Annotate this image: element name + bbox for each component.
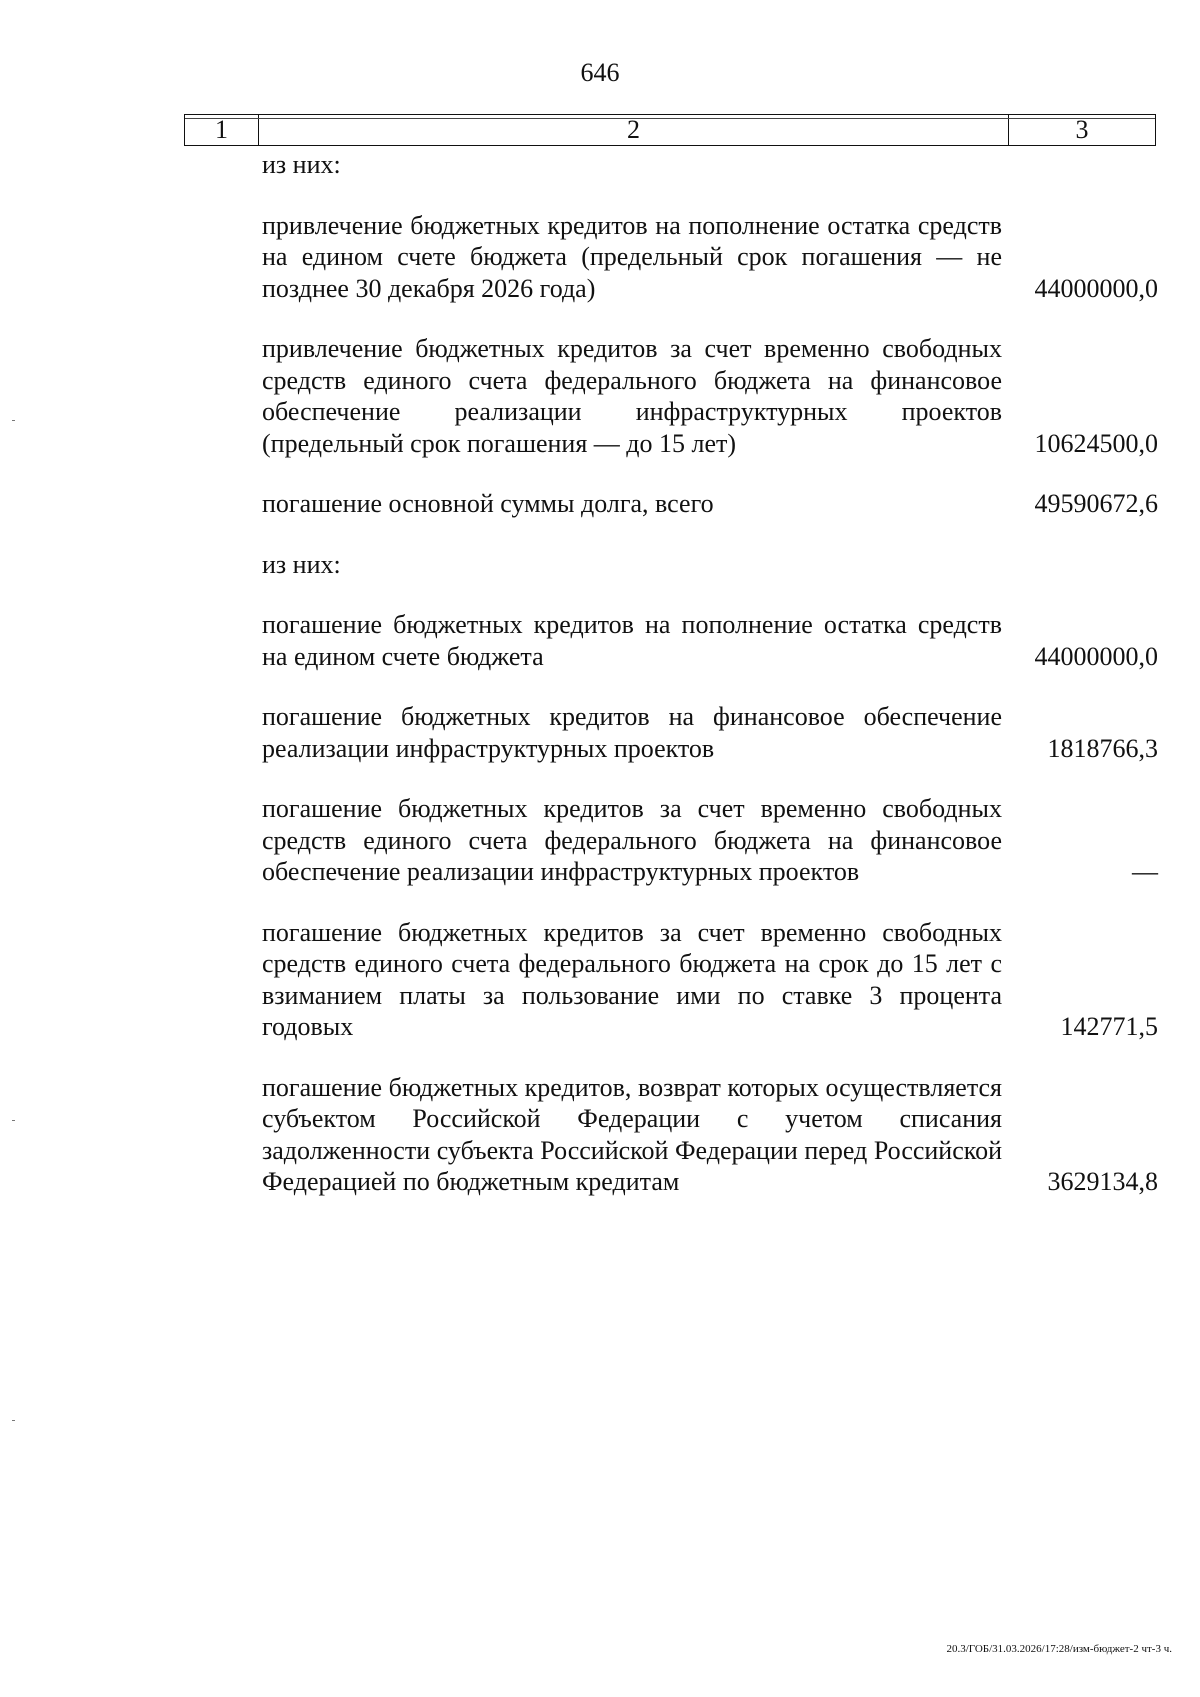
row-amount: 10624500,0 <box>1034 428 1158 458</box>
table-row <box>262 917 1158 1043</box>
row-amount: — <box>1132 857 1158 886</box>
scan-margin-mark <box>12 420 15 421</box>
row-amount: 3629134,8 <box>1047 1167 1158 1196</box>
table-row <box>262 609 1158 672</box>
document-footer-code: 20.3/ГОБ/31.03.2026/17:28/изм-бюджет-2 чт-3 ч. <box>946 1643 1172 1655</box>
table-row <box>262 333 1158 459</box>
row-description: привлечение бюджетных кредитов за счет временно свободных средств единого счета федерального бюджета на финансовое обеспечение реализации инфраструктурных проектов (предельный срок погашения — до 15 лет) <box>262 334 1002 458</box>
table-row <box>262 210 1158 305</box>
row-description: погашение бюджетных кредитов за счет временно свободных средств единого счета федерального бюджета на срок до 15 лет с взиманием платы за пользование ими по ставке 3 процента годовых <box>262 917 1002 1041</box>
table-row <box>262 488 1158 520</box>
column-header-1: 1 <box>185 115 259 145</box>
row-amount: 49590672,6 <box>1034 489 1158 518</box>
row-amount: 142771,5 <box>1060 1012 1158 1041</box>
row-amount: 1818766,3 <box>1047 733 1158 763</box>
row-description: погашение бюджетных кредитов за счет временно свободных средств единого счета федерального бюджета на финансовое обеспечение реализации инфраструктурных проектов <box>262 794 1002 886</box>
table-row <box>262 701 1158 764</box>
column-header-2: 2 <box>259 115 1009 145</box>
page-number: 646 <box>580 58 620 87</box>
row-description: погашение бюджетных кредитов на финансовое обеспечение реализации инфраструктурных проектов <box>262 702 1002 763</box>
column-header-3: 3 <box>1075 115 1089 144</box>
scan-margin-mark <box>12 1120 15 1121</box>
subheading-of-which: из них: <box>262 150 341 179</box>
document-body <box>262 150 1158 1198</box>
row-description: погашение бюджетных кредитов, возврат которых осуществляется субъектом Российской Федерации с учетом списания задолженности субъекта Российской Федерации перед Российской Федерацией по бюджетным кредитам <box>262 1072 1002 1196</box>
table-header <box>184 114 1156 146</box>
row-description: погашение бюджетных кредитов на пополнение остатка средств на едином счете бюджета <box>262 610 1002 671</box>
row-amount: 44000000,0 <box>1034 641 1158 671</box>
row-description: погашение основной суммы долга, всего <box>262 489 714 518</box>
row-description: привлечение бюджетных кредитов на пополнение остатка средств на едином счете бюджета (предельный срок погашения — не позднее 30 декабря 2026 года) <box>262 210 1002 303</box>
scan-margin-mark <box>12 1420 15 1421</box>
table-row <box>262 1072 1158 1198</box>
subheading-of-which: из них: <box>262 549 341 579</box>
table-row <box>262 793 1158 888</box>
row-amount: 44000000,0 <box>1034 273 1158 303</box>
